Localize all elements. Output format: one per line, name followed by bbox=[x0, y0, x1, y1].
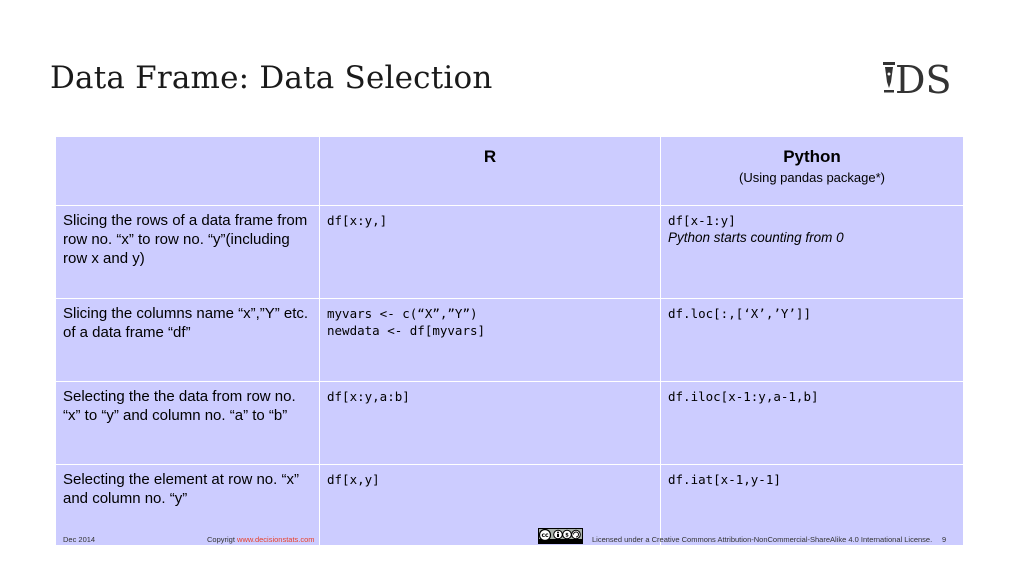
row-description: Slicing the rows of a data frame from row no. “x” to row no. “y”(including row x and y) bbox=[56, 206, 320, 299]
comparison-table bbox=[55, 136, 964, 546]
python-code: df.iat[x-1,y-1] bbox=[661, 465, 964, 546]
row-description: Selecting the element at row no. “x” and column no. “y” bbox=[56, 465, 320, 546]
python-code-cell bbox=[661, 206, 964, 299]
header-empty-cell bbox=[56, 137, 320, 206]
table-row bbox=[56, 465, 964, 546]
python-code: df.iloc[x-1:y,a-1,b] bbox=[661, 382, 964, 465]
python-code: df[x-1:y] bbox=[668, 213, 736, 228]
table-row bbox=[56, 299, 964, 382]
row-description: Slicing the columns name “x”,”Y” etc. of a data frame “df” bbox=[56, 299, 320, 382]
r-code: df[x,y] bbox=[320, 465, 661, 546]
header-python-subtitle: (Using pandas package*) bbox=[739, 170, 885, 185]
ds-logo bbox=[880, 56, 952, 98]
header-python-title: Python bbox=[783, 147, 841, 166]
page-number: 9 bbox=[942, 535, 947, 544]
footer-copyright bbox=[207, 535, 315, 544]
header-r: R bbox=[320, 137, 661, 206]
r-code: df[x:y,a:b] bbox=[320, 382, 661, 465]
r-code: myvars <- c(“X”,”Y”) newdata <- df[myvars] bbox=[320, 299, 661, 382]
cc-by-nc-sa-icon[interactable] bbox=[538, 528, 583, 544]
slide-title: Data Frame: Data Selection bbox=[50, 60, 493, 96]
logo-text: DS bbox=[895, 58, 952, 98]
python-note: Python starts counting from 0 bbox=[668, 230, 844, 245]
footer-date: Dec 2014 bbox=[63, 535, 96, 544]
table-row bbox=[56, 206, 964, 299]
header-python bbox=[661, 137, 964, 206]
svg-text:cc: cc bbox=[541, 532, 549, 540]
pen-nib-icon bbox=[883, 62, 895, 93]
website-link[interactable]: www.decisionstats.com bbox=[237, 535, 315, 544]
table-row bbox=[56, 382, 964, 465]
svg-text:$: $ bbox=[565, 532, 569, 539]
copyright-prefix: Copyrigt bbox=[207, 535, 235, 544]
table-header-row bbox=[56, 137, 964, 206]
footer-license: Licensed under a Creative Commons Attribution-NonCommercial-ShareAlike 4.0 International License. bbox=[592, 535, 933, 544]
python-code: df.loc[:,[‘X’,’Y’]] bbox=[661, 299, 964, 382]
row-description: Selecting the the data from row no. “x” to “y” and column no. “a” to “b” bbox=[56, 382, 320, 465]
r-code: df[x:y,] bbox=[320, 206, 661, 299]
